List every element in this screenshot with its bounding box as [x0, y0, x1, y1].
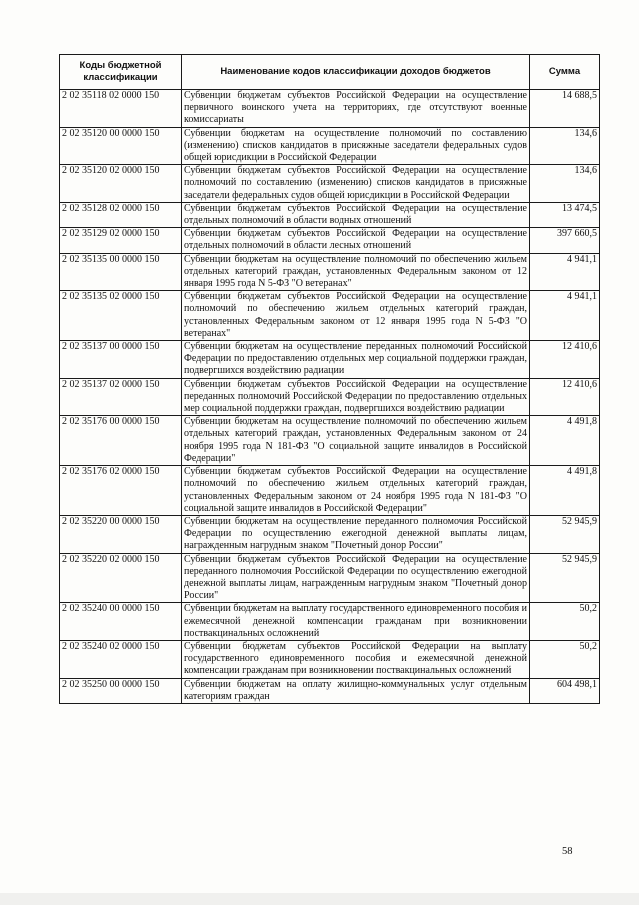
cell-code: 2 02 35118 02 0000 150 [60, 90, 182, 128]
header-sum: Сумма [530, 55, 600, 90]
cell-sum: 4 941,1 [530, 291, 600, 341]
cell-sum: 12 410,6 [530, 341, 600, 379]
cell-name: Субвенции бюджетам на осуществление полномочий по обеспечению жильем отдельных категорий граждан, установленных Федеральным законом от 24 ноября 1995 года N 181-ФЗ "О социальной защите инвалидов в Российской Федерации" [182, 416, 530, 466]
table-row [60, 341, 600, 379]
cell-sum: 4 491,8 [530, 466, 600, 516]
cell-code: 2 02 35137 00 0000 150 [60, 341, 182, 379]
cell-code: 2 02 35137 02 0000 150 [60, 378, 182, 416]
cell-code: 2 02 35129 02 0000 150 [60, 228, 182, 253]
table-row [60, 603, 600, 641]
table-row [60, 165, 600, 203]
revenue-codes-table [59, 54, 600, 704]
cell-sum: 14 688,5 [530, 90, 600, 128]
cell-sum: 134,6 [530, 127, 600, 165]
page-number: 58 [562, 846, 573, 857]
table-row [60, 127, 600, 165]
cell-code: 2 02 35135 00 0000 150 [60, 253, 182, 291]
cell-code: 2 02 35176 02 0000 150 [60, 466, 182, 516]
cell-sum: 134,6 [530, 165, 600, 203]
cell-name: Субвенции бюджетам на оплату жилищно-коммунальных услуг отдельным категориям граждан [182, 678, 530, 703]
cell-code: 2 02 35220 00 0000 150 [60, 515, 182, 553]
table-row [60, 416, 600, 466]
table-row [60, 202, 600, 227]
cell-code: 2 02 35120 00 0000 150 [60, 127, 182, 165]
cell-name: Субвенции бюджетам на осуществление переданного полномочия Российской Федерации по осуществлению ежегодной денежной выплаты лицам, награжденным нагрудным знаком "Почетный донор России" [182, 515, 530, 553]
viewer-bottom-strip [0, 893, 639, 905]
cell-code: 2 02 35240 02 0000 150 [60, 640, 182, 678]
table-row [60, 90, 600, 128]
cell-name: Субвенции бюджетам на осуществление полномочий по составлению (изменению) списков кандидатов в присяжные заседатели федеральных судов общей юрисдикции в Российской Федерации [182, 127, 530, 165]
cell-name: Субвенции бюджетам на выплату государственного единовременного пособия и ежемесячной денежной компенсации гражданам при возникновении поствакцинальных осложнений [182, 603, 530, 641]
table-row [60, 640, 600, 678]
cell-sum: 50,2 [530, 640, 600, 678]
table-row [60, 228, 600, 253]
cell-code: 2 02 35135 02 0000 150 [60, 291, 182, 341]
cell-code: 2 02 35128 02 0000 150 [60, 202, 182, 227]
cell-code: 2 02 35240 00 0000 150 [60, 603, 182, 641]
table-row [60, 553, 600, 603]
cell-sum: 52 945,9 [530, 515, 600, 553]
cell-sum: 12 410,6 [530, 378, 600, 416]
cell-name: Субвенции бюджетам субъектов Российской Федерации на осуществление полномочий по составлению (изменению) списков кандидатов в присяжные заседатели федеральных судов общей юрисдикции в Российской Федерации [182, 165, 530, 203]
cell-name: Субвенции бюджетам субъектов Российской Федерации на выплату государственного единовременного пособия и ежемесячной денежной компенсации гражданам при возникновении поствакцинальных осложнений [182, 640, 530, 678]
cell-name: Субвенции бюджетам субъектов Российской Федерации на осуществление отдельных полномочий в области лесных отношений [182, 228, 530, 253]
cell-sum: 50,2 [530, 603, 600, 641]
cell-code: 2 02 35250 00 0000 150 [60, 678, 182, 703]
cell-name: Субвенции бюджетам субъектов Российской Федерации на осуществление переданного полномочия Российской Федерации по осуществлению ежегодной денежной выплаты лицам, награжденным нагрудным знаком "Почетный донор России" [182, 553, 530, 603]
table-row [60, 253, 600, 291]
cell-name: Субвенции бюджетам на осуществление переданных полномочий Российской Федерации по предоставлению отдельных мер социальной поддержки граждан, подвергшихся воздействию радиации [182, 341, 530, 379]
header-code: Коды бюджетной классификации [60, 55, 182, 90]
cell-name: Субвенции бюджетам субъектов Российской Федерации на осуществление полномочий по обеспечению жильем отдельных категорий граждан, установленных Федеральным законом от 12 января 1995 года N 5-ФЗ "О ветеранах" [182, 291, 530, 341]
cell-sum: 397 660,5 [530, 228, 600, 253]
table-row [60, 378, 600, 416]
table-row [60, 291, 600, 341]
cell-name: Субвенции бюджетам на осуществление полномочий по обеспечению жильем отдельных категорий граждан, установленных Федеральным законом от 12 января 1995 года N 5-ФЗ "О ветеранах" [182, 253, 530, 291]
header-name: Наименование кодов классификации доходов бюджетов [182, 55, 530, 90]
cell-name: Субвенции бюджетам субъектов Российской Федерации на осуществление полномочий по обеспечению жильем отдельных категорий граждан, установленных Федеральным законом от 24 ноября 1995 года N 181-ФЗ "О социальной защите инвалидов в Российской Федерации" [182, 466, 530, 516]
cell-sum: 13 474,5 [530, 202, 600, 227]
cell-sum: 52 945,9 [530, 553, 600, 603]
cell-code: 2 02 35176 00 0000 150 [60, 416, 182, 466]
table-row [60, 466, 600, 516]
table-row [60, 678, 600, 703]
cell-code: 2 02 35120 02 0000 150 [60, 165, 182, 203]
cell-sum: 4 941,1 [530, 253, 600, 291]
cell-sum: 4 491,8 [530, 416, 600, 466]
table-header-row [60, 55, 600, 90]
cell-code: 2 02 35220 02 0000 150 [60, 553, 182, 603]
cell-sum: 604 498,1 [530, 678, 600, 703]
cell-name: Субвенции бюджетам субъектов Российской Федерации на осуществление первичного воинского учета на территориях, где отсутствуют военные комиссариаты [182, 90, 530, 128]
cell-name: Субвенции бюджетам субъектов Российской Федерации на осуществление отдельных полномочий в области водных отношений [182, 202, 530, 227]
cell-name: Субвенции бюджетам субъектов Российской Федерации на осуществление переданных полномочий Российской Федерации по предоставлению отдельных мер социальной поддержки граждан, подвергшихся воздействию радиации [182, 378, 530, 416]
table-row [60, 515, 600, 553]
